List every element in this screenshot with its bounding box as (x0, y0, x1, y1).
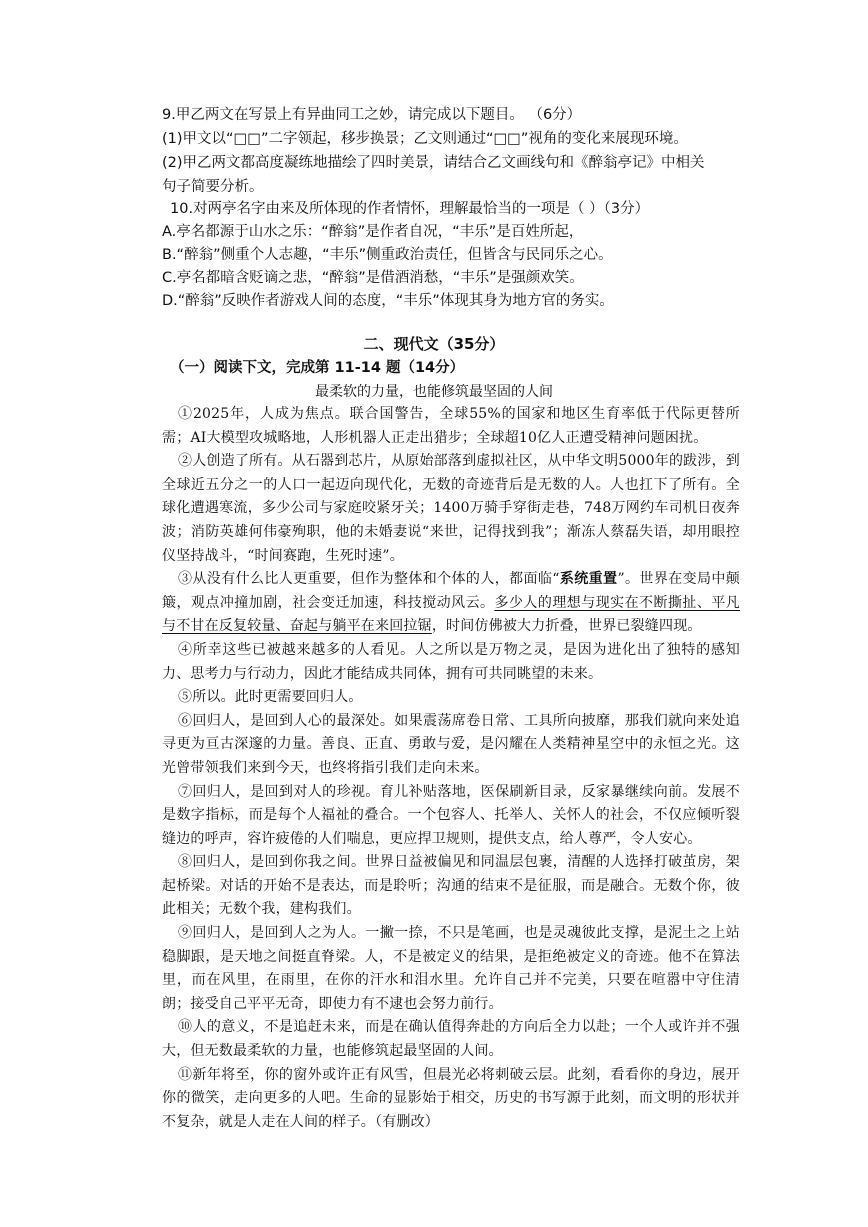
question-9-sub2-line1: (2)甲乙两文都高度凝练地描绘了四时美景，请结合乙文画线句和《醉翁亭记》中相关 (162, 155, 705, 171)
paragraph-8: ⑧回归人，是回到你我之间。世界日益被偏见和同温层包裹，清醒的人选择打破茧房，架起桥梁。对话的开始不是表达，而是聆听；沟通的结束不是征服，而是融合。无数个你，彼此相关；无数个我，建构我们。 (162, 854, 740, 918)
question-10-option-c: C.亭名都暗含贬谪之悲，“醉翁”是借酒消愁，“丰乐”是强颜欢笑。 (162, 270, 584, 286)
paragraph-3-lead: ③从没有什么比人更重要，但作为整体和个体的人，都面临“ (178, 571, 560, 588)
question-10-stem: 10.对两亭名字由来及所体现的作者情怀，理解最恰当的一项是（ ）（3分） (170, 201, 650, 217)
question-9-sub2-line2: 句子简要分析。 (162, 179, 264, 195)
paragraph-11: ⑪新年将至，你的窗外或许正有风雪，但晨光必将刺破云层。此刻，看看你的身边，展开你的微笑，走向更多的人吧。生命的显影始于相交，历史的书写源于此刻，而文明的形状并不复杂，就是人走在人间的样子。（有删改） (162, 1066, 740, 1130)
paragraph-6: ⑥回归人，是回到人心的最深处。如果震荡席卷日常、工具所向披靡，那我们就向来处追寻更为亘古深邃的力量。善良、正直、勇敢与爱，是闪耀在人类精神星空中的永恒之光。这光曾带领我们来到今天，也终将指引我们走向未来。 (162, 712, 740, 776)
question-9-stem: 9.甲乙两文在写景上有异曲同工之妙，请完成以下题目。 （6分） (162, 107, 582, 123)
article-title: 最柔软的力量，也能修筑最坚固的人间 (315, 384, 553, 400)
paragraph-7: ⑦回归人，是回到对人的珍视。育儿补贴落地，医保刷新目录，反家暴继续向前。发展不是数字指标，而是每个人福祉的叠合。一个包容人、托举人、关怀人的社会，不仅应倾听裂缝边的呼声，容许疲倦的人们喘息，更应捍卫规则，提供支点，给人尊严，令人安心。 (162, 783, 740, 847)
paragraph-4: ④所幸这些已被越来越多的人看见。人之所以是万物之灵，是因为进化出了独特的感知力、思考力与行动力，因此才能结成共同体，拥有可共同眺望的未来。 (162, 641, 740, 682)
system-reset-term: 系统重置 (559, 571, 618, 588)
question-10-option-d: D.“醉翁”反映作者游戏人间的态度，“丰乐”体现其身为地方官的务实。 (162, 293, 614, 309)
paragraph-9: ⑨回归人，是回到人之为人。一撇一捺，不只是笔画，也是灵魂彼此支撑，是泥土之上站稳脚跟，是天地之间挺直脊梁。人，不是被定义的结果，是拒绝被定义的奇迹。他不在算法里，而在风里，在雨里，在你的汗水和泪水里。允许自己并不完美，只要在喧嚣中守住清朗；接受自己平平无奇，即使力有不逮也会努力前行。 (162, 925, 740, 1012)
paragraph-3 (162, 568, 740, 639)
paragraph-2: ②人创造了所有。从石器到芯片，从原始部落到虚拟社区，从中华文明5000年的跋涉，到全球近五分之一的人口一起迈向现代化，无数的奇迹背后是无数的人。人也扛下了所有。全球化遭遇寒流，多少公司与家庭咬紧牙关；1400万骑手穿街走巷，748万网约车司机日夜奔波；消防英雄何伟豪殉职，他的未婚妻说“来世，记得找到我”；渐冻人蔡磊失语，却用眼控仪坚持战斗，“时间赛跑，生死时速”。 (162, 453, 740, 564)
underlined-sentence: 多少人的理想与现实在不断撕扯、平凡与不甘在反复较量、奋起与躺平在来回拉锯 (162, 594, 740, 635)
paragraph-3-tail: ，时间仿佛被大力折叠，世界已裂缝四现。 (431, 618, 702, 635)
paragraph-1: ①2025年，人成为焦点。联合国警告，全球55%的国家和地区生育率低于代际更替所需；AI大模型攻城略地，人形机器人正走出猎步；全球超10亿人正遭受精神问题困扰。 (162, 406, 740, 446)
paragraph-3-middle: ”。世界在变局中颠簸，观点冲撞加剧，社会变迁加速，科技搅动风云。 (162, 571, 740, 611)
question-10-option-a: A.亭名都源于山水之乐：“醉翁”是作者自况，“丰乐”是百姓所起， (162, 224, 584, 240)
section-title: 二、现代文（35分） (363, 335, 505, 353)
part-title: （一）阅读下文，完成第 11-14 题（14分） (170, 360, 465, 376)
article-body (162, 403, 740, 1134)
paragraph-10: ⑩人的意义，不是追赶未来，而是在确认值得奔赴的方向后全力以赴；一个人或许并不强大，但无数最柔软的力量，也能修筑起最坚固的人间。 (162, 1019, 740, 1060)
paragraph-5: ⑤所以。此时更需要回归人。 (178, 689, 363, 706)
question-10-option-b: B.“醉翁”侧重个人志趣，“丰乐”侧重政治责任，但皆含与民同乐之心。 (162, 247, 613, 263)
question-9-sub1: (1)甲文以“□□”二字领起，移步换景；乙文则通过“□□”视角的变化来展现环境。 (162, 131, 688, 147)
